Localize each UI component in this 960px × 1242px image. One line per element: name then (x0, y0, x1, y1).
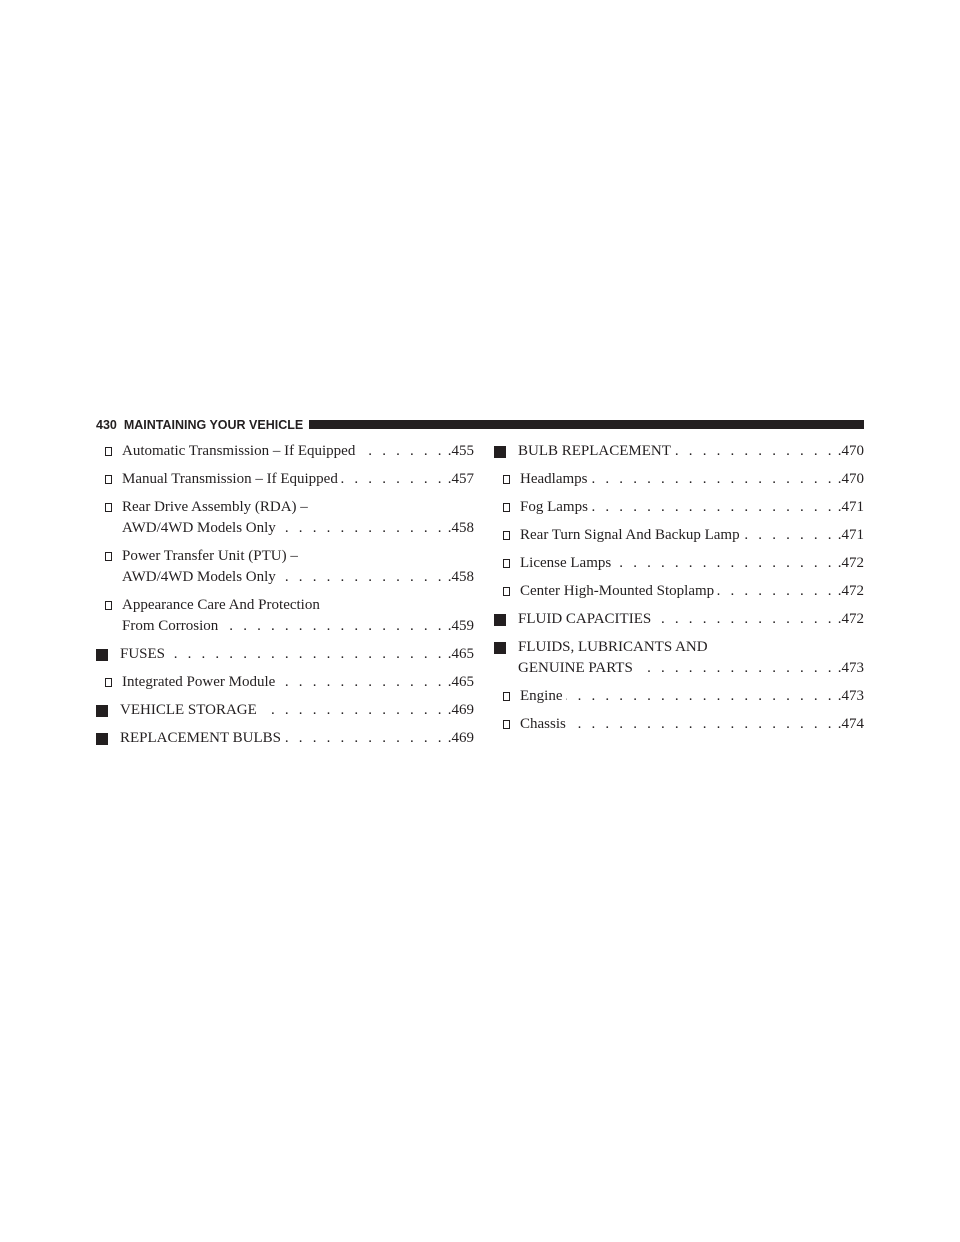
filled-square-bullet-icon (494, 642, 506, 654)
toc-entry-title: Fog Lamps (520, 499, 588, 515)
toc-entry-line (520, 497, 864, 518)
toc-entry-appearance-care-and-protection-from-corrosion[interactable] (96, 595, 474, 637)
toc-entry-line (520, 714, 864, 735)
dot-leader (654, 609, 835, 630)
filled-square-bullet-icon (494, 446, 506, 458)
toc-entry-title: License Lamps (520, 555, 612, 571)
toc-entry-chassis[interactable] (494, 714, 864, 735)
toc-page-number: .455 (447, 443, 474, 459)
toc-entry-line (120, 700, 474, 721)
open-square-bullet-icon (105, 475, 112, 484)
toc-page-number: .469 (447, 730, 474, 746)
open-square-bullet-icon (105, 552, 112, 561)
dot-leader (591, 497, 835, 518)
toc-page-number: .458 (447, 569, 474, 585)
dot-leader (168, 644, 445, 665)
toc-entry-title: Power Transfer Unit (PTU) – (122, 548, 298, 564)
section-title: MAINTAINING YOUR VEHICLE (123, 418, 304, 432)
toc-page-number: .457 (447, 471, 474, 487)
toc-page-number: .473 (837, 660, 864, 676)
open-square-bullet-icon (503, 475, 510, 484)
toc-entry-manual-transmission-if-equipped[interactable] (96, 469, 474, 490)
open-square-bullet-icon (105, 503, 112, 512)
dot-leader (341, 469, 445, 490)
toc-entry-line (122, 497, 474, 518)
toc-page-number: .471 (837, 499, 864, 515)
toc-entry-line (518, 637, 864, 658)
toc-page-number: .465 (447, 646, 474, 662)
toc-entry-line (122, 672, 474, 693)
toc-entry-rear-turn-signal-and-backup-lamp[interactable] (494, 525, 864, 546)
toc-entry-line (520, 553, 864, 574)
toc-entry-line (122, 441, 474, 462)
open-square-bullet-icon (503, 720, 510, 729)
toc-entry-title: AWD/4WD Models Only (122, 569, 276, 585)
toc-entry-license-lamps[interactable] (494, 553, 864, 574)
toc-entry-line (122, 469, 474, 490)
toc-entry-engine[interactable] (494, 686, 864, 707)
toc-page-number: .473 (837, 688, 864, 704)
toc-entry-title: Rear Drive Assembly (RDA) – (122, 499, 308, 515)
toc-entry-line (122, 616, 474, 637)
toc-entry-line (120, 644, 474, 665)
toc-left-column (96, 441, 474, 749)
toc-entry-line (520, 525, 864, 546)
toc-entry-title: REPLACEMENT BULBS (120, 730, 281, 746)
toc-entry-replacement-bulbs[interactable] (96, 728, 474, 749)
toc-entry-headlamps[interactable] (494, 469, 864, 490)
toc-page-number: .471 (837, 527, 864, 543)
dot-leader (566, 686, 835, 707)
toc-entry-line (122, 567, 474, 588)
toc-entry-title: Integrated Power Module (122, 674, 276, 690)
toc-entry-line (122, 595, 474, 616)
toc-page-number: .469 (447, 702, 474, 718)
toc-entry-line (122, 546, 474, 567)
dot-leader (284, 728, 445, 749)
dot-leader (590, 469, 834, 490)
toc-entry-fog-lamps[interactable] (494, 497, 864, 518)
toc-entry-integrated-power-module[interactable] (96, 672, 474, 693)
toc-entry-automatic-transmission-if-equipped[interactable] (96, 441, 474, 462)
toc-entry-title: Chassis (520, 716, 566, 732)
open-square-bullet-icon (503, 503, 510, 512)
page-header (96, 418, 864, 432)
filled-square-bullet-icon (96, 733, 108, 745)
toc-entry-line (518, 609, 864, 630)
dot-leader (279, 518, 445, 539)
header-label (96, 418, 309, 432)
toc-entry-title: Engine (520, 688, 563, 704)
toc-entry-bulb-replacement[interactable] (494, 441, 864, 462)
toc-entry-title: GENUINE PARTS (518, 660, 633, 676)
toc-entry-fluids-lubricants-and-genuine-parts[interactable] (494, 637, 864, 679)
toc-entry-line (520, 581, 864, 602)
toc-entry-line (520, 469, 864, 490)
dot-leader (743, 525, 835, 546)
filled-square-bullet-icon (96, 649, 108, 661)
open-square-bullet-icon (105, 678, 112, 687)
toc-entry-line (518, 658, 864, 679)
toc-entry-title: VEHICLE STORAGE (120, 702, 257, 718)
toc-entry-title: Appearance Care And Protection (122, 597, 320, 613)
toc-page-number: .472 (837, 555, 864, 571)
toc-entry-line (122, 518, 474, 539)
dot-leader (260, 700, 445, 721)
toc-entry-title: FLUIDS, LUBRICANTS AND (518, 639, 708, 655)
toc-page-number: .470 (837, 471, 864, 487)
dot-leader (221, 616, 444, 637)
dot-leader (278, 672, 444, 693)
dot-leader (569, 714, 835, 735)
toc-entry-vehicle-storage[interactable] (96, 700, 474, 721)
dot-leader (636, 658, 835, 679)
open-square-bullet-icon (503, 559, 510, 568)
toc-entry-title: Headlamps (520, 471, 588, 487)
toc-page-number: .459 (447, 618, 474, 634)
open-square-bullet-icon (503, 692, 510, 701)
toc-page-number: .474 (837, 716, 864, 732)
dot-leader (614, 553, 835, 574)
toc-entry-title: From Corrosion (122, 618, 219, 634)
toc-right-column (494, 441, 864, 735)
toc-page-number: .472 (837, 583, 864, 599)
dot-leader (358, 441, 444, 462)
toc-entry-title: Rear Turn Signal And Backup Lamp (520, 527, 740, 543)
toc-entry-line (518, 441, 864, 462)
toc-entry-title: FLUID CAPACITIES (518, 611, 652, 627)
toc-page-number: .458 (447, 520, 474, 536)
toc-entry-center-high-mounted-stoplamp[interactable] (494, 581, 864, 602)
dot-leader (717, 581, 835, 602)
toc-entry-title: Center High-Mounted Stoplamp (520, 583, 715, 599)
toc-entry-power-transfer-unit-ptu-awd-4wd-models-only[interactable] (96, 546, 474, 588)
toc-page-number: .470 (837, 443, 864, 459)
filled-square-bullet-icon (494, 614, 506, 626)
toc-entry-title: Manual Transmission – If Equipped (122, 471, 338, 487)
toc-entry-fluid-capacities[interactable] (494, 609, 864, 630)
dot-leader (279, 567, 445, 588)
filled-square-bullet-icon (96, 705, 108, 717)
toc-page-number: .472 (837, 611, 864, 627)
toc-entry-line (520, 686, 864, 707)
toc-entry-rear-drive-assembly-rda-awd-4wd-models-only[interactable] (96, 497, 474, 539)
toc-entry-fuses[interactable] (96, 644, 474, 665)
page-number: 430 (96, 418, 117, 432)
open-square-bullet-icon (503, 531, 510, 540)
open-square-bullet-icon (503, 587, 510, 596)
toc-entry-title: FUSES (120, 646, 166, 662)
open-square-bullet-icon (105, 601, 112, 610)
toc-entry-title: AWD/4WD Models Only (122, 520, 276, 536)
toc-page-number: .465 (447, 674, 474, 690)
open-square-bullet-icon (105, 447, 112, 456)
toc-entry-line (120, 728, 474, 749)
dot-leader (674, 441, 835, 462)
toc-entry-title: BULB REPLACEMENT (518, 443, 671, 459)
toc-entry-title: Automatic Transmission – If Equipped (122, 443, 356, 459)
